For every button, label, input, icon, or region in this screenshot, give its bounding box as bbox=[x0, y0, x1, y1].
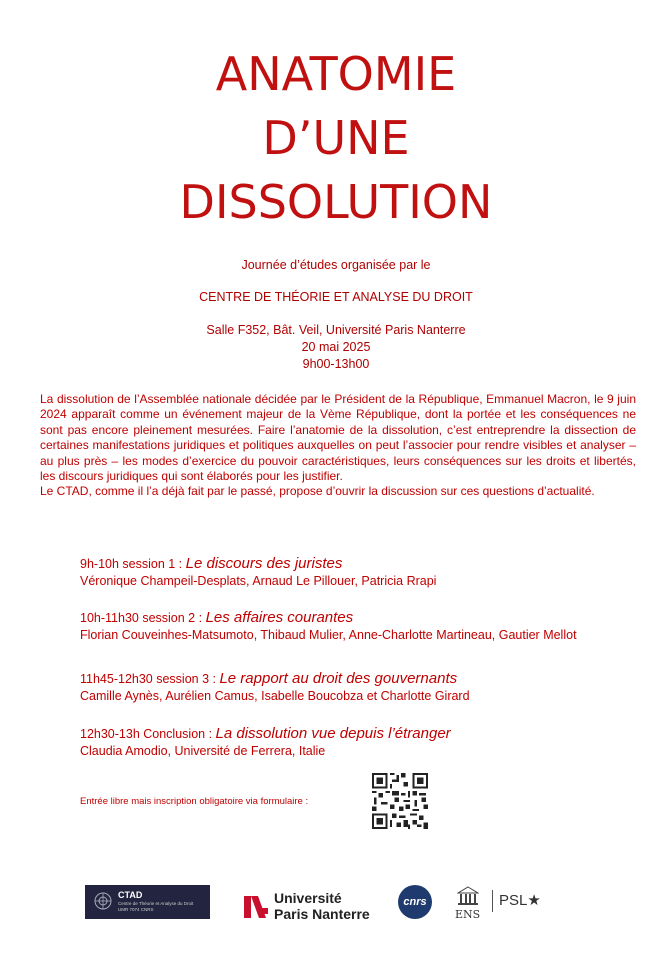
session-2 bbox=[80, 609, 650, 642]
session-speakers: Claudia Amodio, Université de Ferrera, Italie bbox=[80, 744, 326, 758]
upn-line-1: Université bbox=[274, 890, 342, 906]
logo-divider bbox=[492, 890, 493, 912]
event-time: 9h00-13h00 bbox=[302, 357, 370, 371]
psl-logo: PSL★ bbox=[499, 892, 541, 909]
ens-building-icon bbox=[457, 886, 479, 906]
title-line-3: DISSOLUTION bbox=[179, 175, 493, 229]
ctad-code: UMR 7074 CNRS bbox=[118, 907, 154, 912]
description-paragraph-1: La dissolution de l’Assemblée nationale décidée par le Président de la République, Emmanuel Macron, le 9 juin 2024 apparaît comme un événement majeur de la Vème République, dont la portée et les conséquences ne sont pas encore pleinement mesurées. Faire l’anatomie de la dissolution, c’est entreprendre la dissection de certaines manifestations juridiques et politiques auxquelles on peut l’associer pour rendre visibles et analyser – au plus près – les modes d’exercice du pouvoir caractéristiques, leurs conséquences sur les droits et libertés, les discours juridiques qui sont élaborés pour les justifier. bbox=[40, 392, 636, 484]
upn-line-2: Paris Nanterre bbox=[274, 906, 370, 922]
title-line-1: ANATOMIE bbox=[215, 47, 457, 101]
ctad-name: CTAD bbox=[118, 890, 143, 900]
description-paragraph-2: Le CTAD, comme il l’a déjà fait par le passé, propose d’ouvrir la discussion sur ces questions d’actualité. bbox=[40, 484, 595, 499]
organizer-name: CENTRE DE THÉORIE ET ANALYSE DU DROIT bbox=[199, 290, 473, 304]
session-1 bbox=[80, 555, 650, 588]
session-speakers: Véronique Champeil-Desplats, Arnaud Le Pillouer, Patricia Rrapi bbox=[80, 574, 437, 588]
session-speakers: Florian Couveinhes-Matsumoto, Thibaud Mulier, Anne-Charlotte Martineau, Gautier Mellot bbox=[80, 628, 577, 642]
ctad-emblem-icon bbox=[93, 891, 113, 911]
session-4 bbox=[80, 725, 650, 758]
qr-code[interactable] bbox=[372, 773, 428, 829]
session-label: 12h30-13h Conclusion : bbox=[80, 727, 216, 741]
session-theme: Le rapport au droit des gouvernants bbox=[219, 670, 458, 687]
ens-label: ENS bbox=[455, 908, 481, 921]
organizer-intro: Journée d’études organisée par le bbox=[241, 258, 431, 272]
event-date: 20 mai 2025 bbox=[301, 340, 371, 354]
ctad-full-name: Centre de Théorie et Analyse du Droit bbox=[118, 901, 194, 906]
upn-mark-icon bbox=[244, 896, 270, 918]
session-theme: Les affaires courantes bbox=[205, 609, 354, 626]
event-title bbox=[0, 42, 672, 234]
partner-logos bbox=[0, 882, 672, 926]
ctad-logo bbox=[85, 885, 210, 919]
session-theme: Le discours des juristes bbox=[185, 555, 343, 572]
session-label: 9h-10h session 1 : bbox=[80, 557, 186, 571]
description bbox=[40, 392, 636, 500]
event-location: Salle F352, Bât. Veil, Université Paris Nanterre bbox=[206, 323, 466, 337]
session-label: 11h45-12h30 session 3 : bbox=[80, 672, 220, 686]
session-3 bbox=[80, 670, 650, 703]
session-label: 10h-11h30 session 2 : bbox=[80, 611, 206, 625]
title-line-2: D’UNE bbox=[262, 111, 410, 165]
registration-text: Entrée libre mais inscription obligatoire via formulaire : bbox=[80, 796, 309, 807]
cnrs-logo: cnrs bbox=[398, 885, 432, 919]
session-theme: La dissolution vue depuis l’étranger bbox=[215, 725, 451, 742]
session-speakers: Camille Aynès, Aurélien Camus, Isabelle Boucobza et Charlotte Girard bbox=[80, 689, 470, 703]
